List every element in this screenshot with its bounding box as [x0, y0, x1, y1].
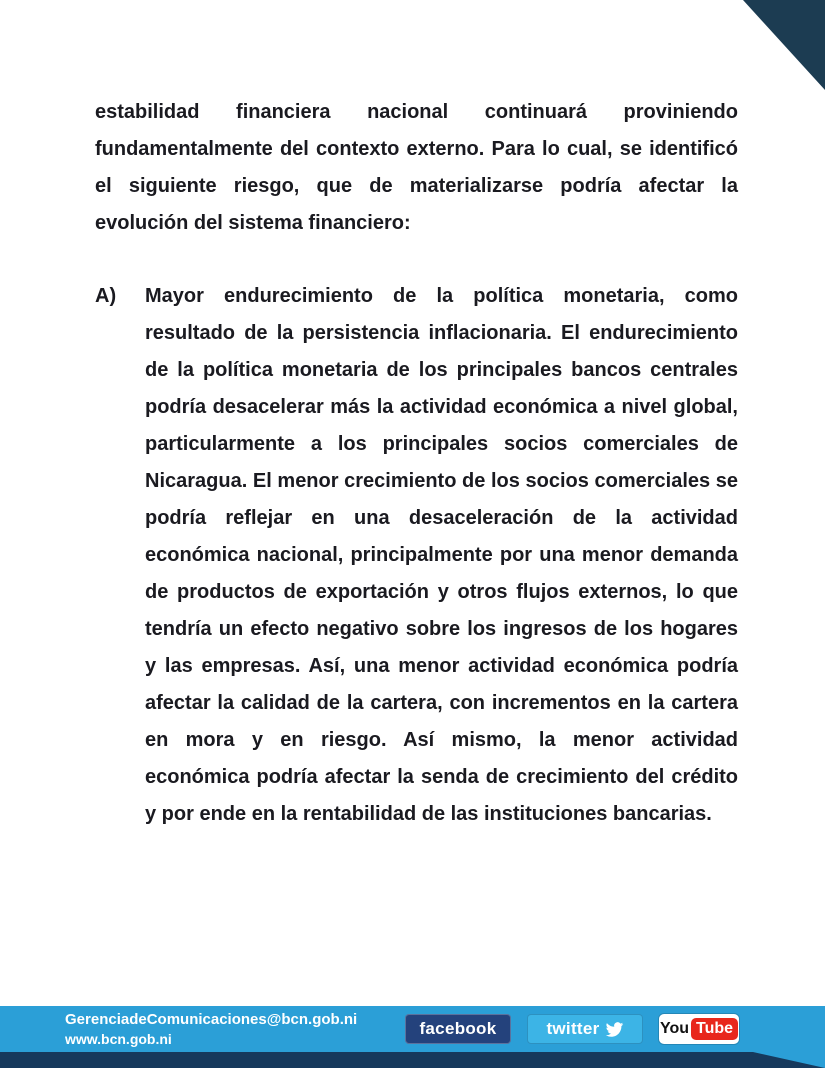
corner-triangle-decoration: [743, 0, 825, 90]
youtube-badge[interactable]: [659, 1014, 739, 1044]
social-links: [405, 1014, 739, 1044]
list-item-a: [95, 278, 738, 833]
twitter-label: twitter: [546, 1019, 600, 1038]
youtube-you-label: You: [659, 1020, 689, 1037]
twitter-badge[interactable]: [527, 1014, 643, 1044]
contact-website[interactable]: www.bcn.gob.ni: [65, 1030, 172, 1047]
facebook-label: facebook: [419, 1019, 497, 1038]
twitter-bird-icon: [605, 1020, 624, 1039]
youtube-tube-label: Tube: [691, 1018, 738, 1040]
list-item-text: Mayor endurecimiento de la política monetaria, como resultado de la persistencia inflacionaria. El endurecimiento de la política monetaria de los principales bancos centrales podría desacelerar más la actividad económica a nivel global, particularmente a los principales socios comerciales de Nicaragua. El menor crecimiento de los socios comerciales se podría reflejar en una desaceleración de la actividad económica nacional, principalmente por una menor demanda de productos de exportación y otros flujos externos, lo que tendría un efecto negativo sobre los ingresos de los hogares y las empresas. Así, una menor actividad económica podría afectar la calidad de la cartera, con incrementos en la cartera en mora y en riesgo. Así mismo, la menor actividad económica podría afectar la senda de crecimiento del crédito y por ende en la rentabilidad de las instituciones bancarias.: [145, 285, 738, 825]
footer-bar: [0, 1006, 825, 1052]
intro-paragraph: estabilidad financiera nacional continuará proviniendo fundamentalmente del contexto externo. Para lo cual, se identificó el siguiente riesgo, que de materializarse podría afectar la evolución del sistema financiero:: [95, 101, 738, 234]
body-text: [95, 94, 738, 833]
footer-contact: [65, 1010, 357, 1048]
list-item-marker: A): [95, 285, 117, 307]
contact-email[interactable]: GerenciadeComunicaciones@bcn.gob.ni: [65, 1011, 358, 1029]
facebook-badge[interactable]: [405, 1014, 511, 1044]
